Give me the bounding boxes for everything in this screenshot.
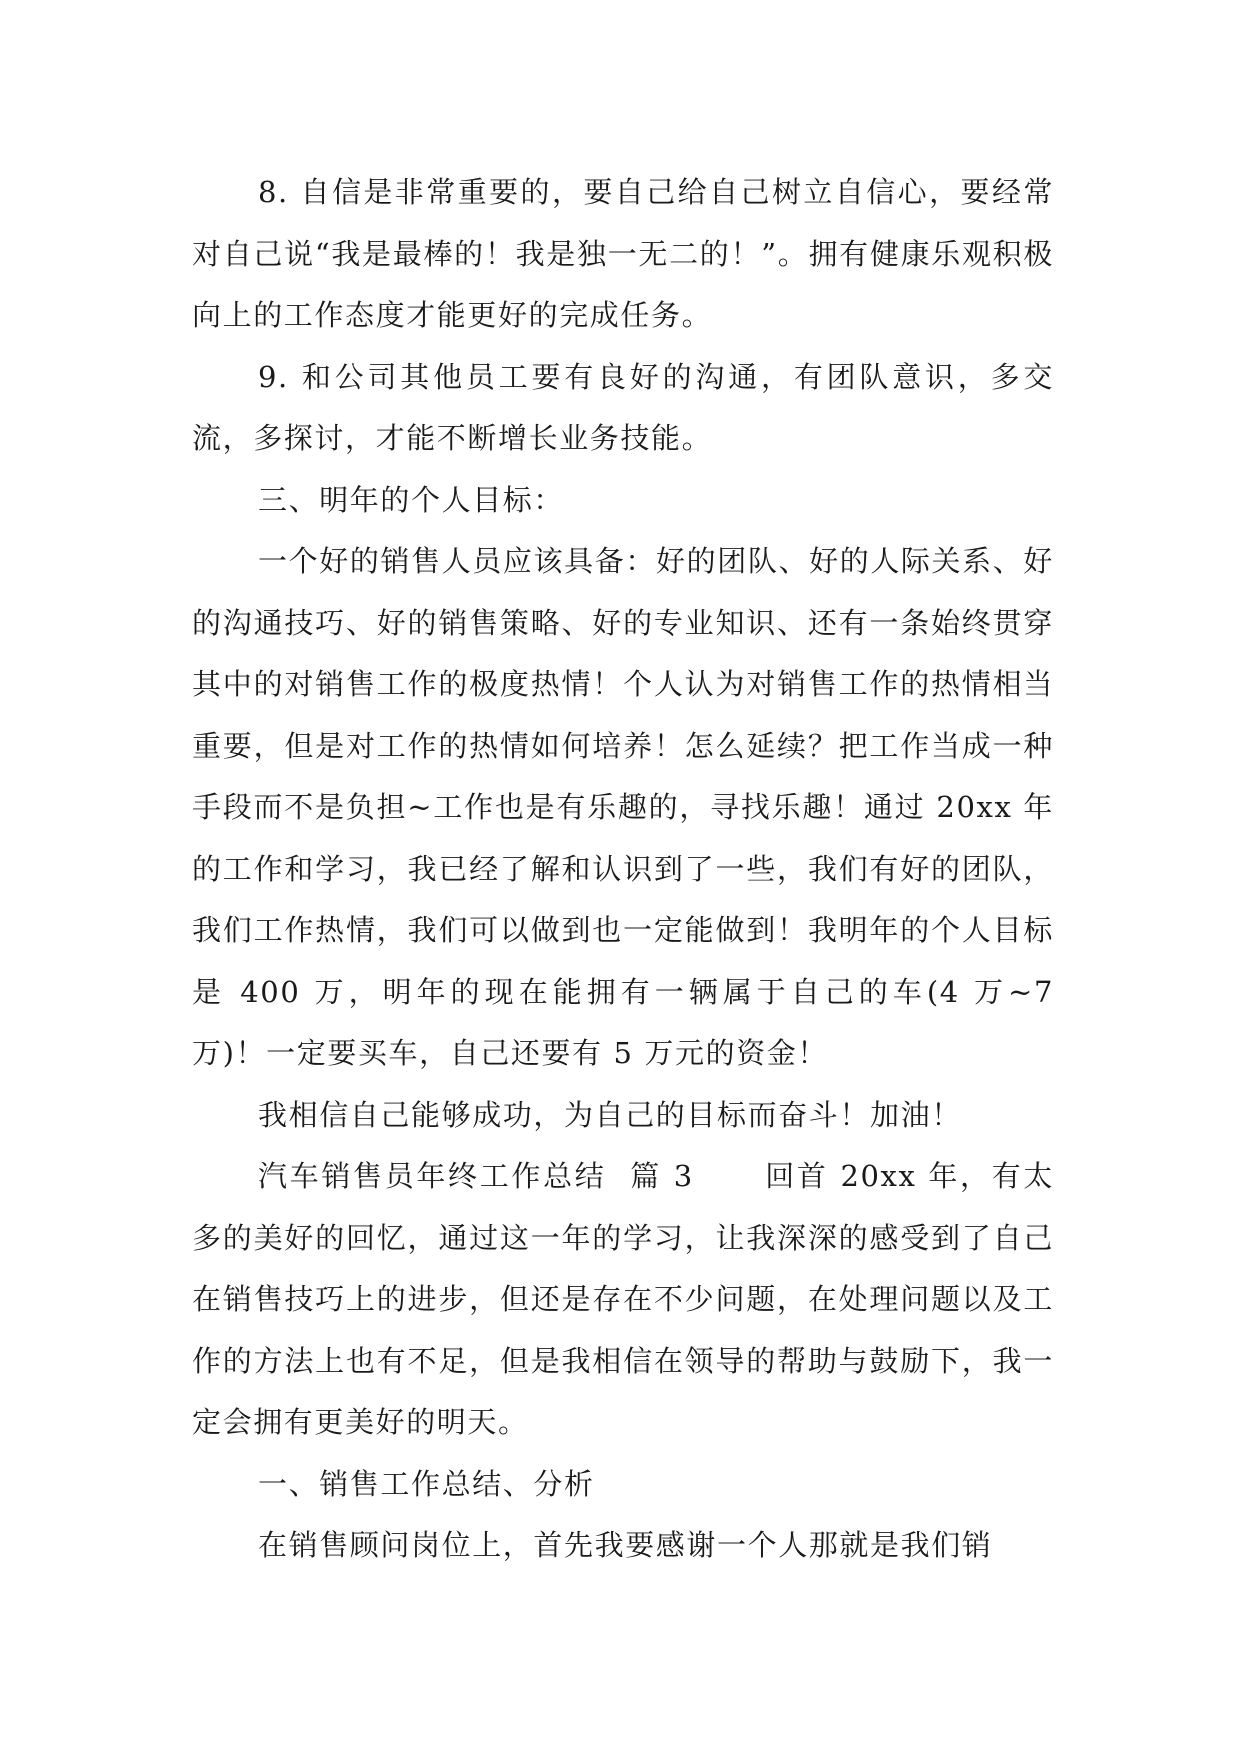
section-heading-next-year-goals: 三、明年的个人目标： bbox=[258, 482, 565, 517]
paragraph-confidence: 8. 自信是非常重要的，要自己给自己树立自信心，要经常对自己说“我是最棒的！我是独一无二的！”。拥有健康乐观积极向上的工作态度才能更好的完成任务。 bbox=[192, 175, 1054, 332]
paragraph-sales-qualities: 一个好的销售人员应该具备：好的团队、好的人际关系、好的沟通技巧、好的销售策略、好的专业知识、还有一条始终贯穿其中的对销售工作的极度热情！个人认为对销售工作的热情相当重要，但是对工作的热情如何培养！怎么延续？把工作当成一种手段而不是负担~工作也是有乐趣的，寻找乐趣！通过 20xx 年的工作和学习，我已经了解和认识到了一些，我们有好的团队，我们工作热情，我们可以做到也一定能做到！我明年的个人目标是 400 万，明年的现在能拥有一辆属于自己的车(4 万~7 万)！一定要买车，自己还要有 5 万元的资金！ bbox=[192, 544, 1065, 1070]
paragraph-believe-success: 我相信自己能够成功，为自己的目标而奋斗！加油！ bbox=[258, 1097, 962, 1132]
paragraph-article-3-intro: 汽车销售员年终工作总结 篇 3 回首 20xx 年，有太多的美好的回忆，通过这一年的学习，让我深深的感受到了自己在销售技巧上的进步，但还是存在不少问题，在处理问题以及工作的方法上也有不足，但是我相信在领导的帮助与鼓励下，我一定会拥有更美好的明天。 bbox=[192, 1159, 1054, 1439]
section-heading-sales-summary: 一、销售工作总结、分析 bbox=[258, 1466, 595, 1501]
paragraph-sales-consultant: 在销售顾问岗位上，首先我要感谢一个人那就是我们销 bbox=[258, 1528, 993, 1562]
paragraph-communication: 9. 和公司其他员工要有良好的沟通，有团队意识，多交流，多探讨，才能不断增长业务技能。 bbox=[192, 359, 1054, 455]
document-body bbox=[192, 162, 1065, 1577]
